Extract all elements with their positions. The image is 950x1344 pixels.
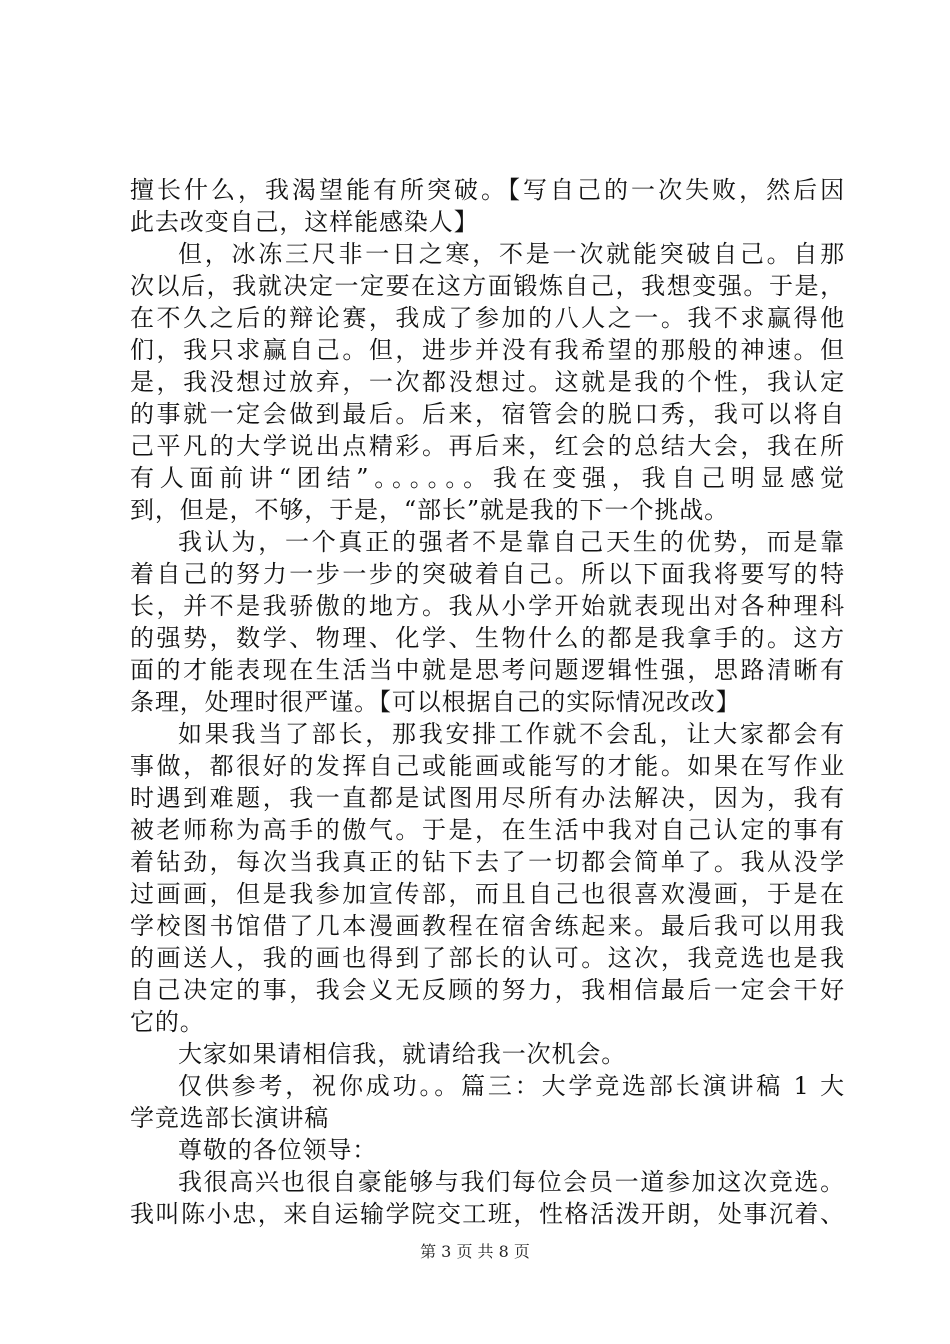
text-line: 尊敬的各位领导： — [178, 1136, 378, 1164]
text-line: 事做，都很好的发挥自己或能画或能写的才能。如果在写作业 — [130, 752, 845, 780]
text-line: 我叫陈小忠，来自运输学院交工班，性格活泼开朗，处事沉着、 — [130, 1200, 845, 1228]
text-line: 在不久之后的辩论赛，我成了参加的八人之一。我不求赢得他 — [130, 304, 845, 332]
text-line: 己平凡的大学说出点精彩。再后来，红会的总结大会，我在所 — [130, 432, 845, 460]
text-line: 擅长什么，我渴望能有所突破。【写自己的一次失败，然后因 — [130, 176, 845, 204]
text-line: 到，但是，不够，于是，“部长”就是我的下一个挑战。 — [130, 496, 730, 524]
text-line: 长，并不是我骄傲的地方。我从小学开始就表现出对各种理科 — [130, 592, 845, 620]
text-line: 大家如果请相信我，就请给我一次机会。 — [178, 1040, 627, 1068]
text-line: 的事就一定会做到最后。后来，宿管会的脱口秀，我可以将自 — [130, 400, 845, 428]
text-line: 但，冰冻三尺非一日之寒，不是一次就能突破自己。自那 — [178, 240, 845, 268]
text-line: 条理，处理时很严谨。【可以根据自己的实际情况改改】 — [130, 688, 741, 716]
text-line: 仅供参考，祝你成功。。篇三：大学竞选部长演讲稿 1 大 — [178, 1072, 845, 1100]
page-footer: 第 3 页 共 8 页 — [420, 1242, 530, 1261]
text-line: 此去改变自己，这样能感染人】 — [130, 208, 479, 236]
text-line: 我认为，一个真正的强者不是靠自己天生的优势，而是靠 — [178, 528, 845, 556]
text-line: 面的才能表现在生活当中就是思考问题逻辑性强，思路清晰有 — [130, 656, 845, 684]
body-text — [130, 174, 845, 1230]
text-line: 们，我只求赢自己。但，进步并没有我希望的那般的神速。但 — [130, 336, 845, 364]
text-line: 自己决定的事，我会义无反顾的努力，我相信最后一定会干好 — [130, 976, 845, 1004]
text-line: 学校图书馆借了几本漫画教程在宿舍练起来。最后我可以用我 — [130, 912, 845, 940]
text-line: 着钻劲，每次当我真正的钻下去了一切都会简单了。我从没学 — [130, 848, 845, 876]
text-line: 的强势，数学、物理、化学、生物什么的都是我拿手的。这方 — [130, 624, 845, 652]
text-line: 如果我当了部长，那我安排工作就不会乱，让大家都会有 — [178, 720, 845, 748]
text-line: 过画画，但是我参加宣传部，而且自己也很喜欢漫画，于是在 — [130, 880, 845, 908]
text-line: 是，我没想过放弃，一次都没想过。这就是我的个性，我认定 — [130, 368, 845, 396]
text-line: 时遇到难题，我一直都是试图用尽所有办法解决，因为，我有 — [130, 784, 845, 812]
text-line: 我很高兴也很自豪能够与我们每位会员一道参加这次竞选。 — [178, 1168, 845, 1196]
text-line: 着自己的努力一步一步的突破着自己。所以下面我将要写的特 — [130, 560, 845, 588]
text-line: 被老师称为高手的傲气。于是，在生活中我对自己认定的事有 — [130, 816, 845, 844]
text-line: 有人面前讲“团结”。。。。。。我在变强，我自己明显感觉 — [130, 464, 845, 492]
text-line: 次以后，我就决定一定要在这方面锻炼自己，我想变强。于是， — [130, 272, 845, 300]
text-line: 的画送人，我的画也得到了部长的认可。这次，我竞选也是我 — [130, 944, 845, 972]
text-line: 学竞选部长演讲稿 — [130, 1104, 330, 1132]
text-line: 它的。 — [130, 1008, 205, 1036]
